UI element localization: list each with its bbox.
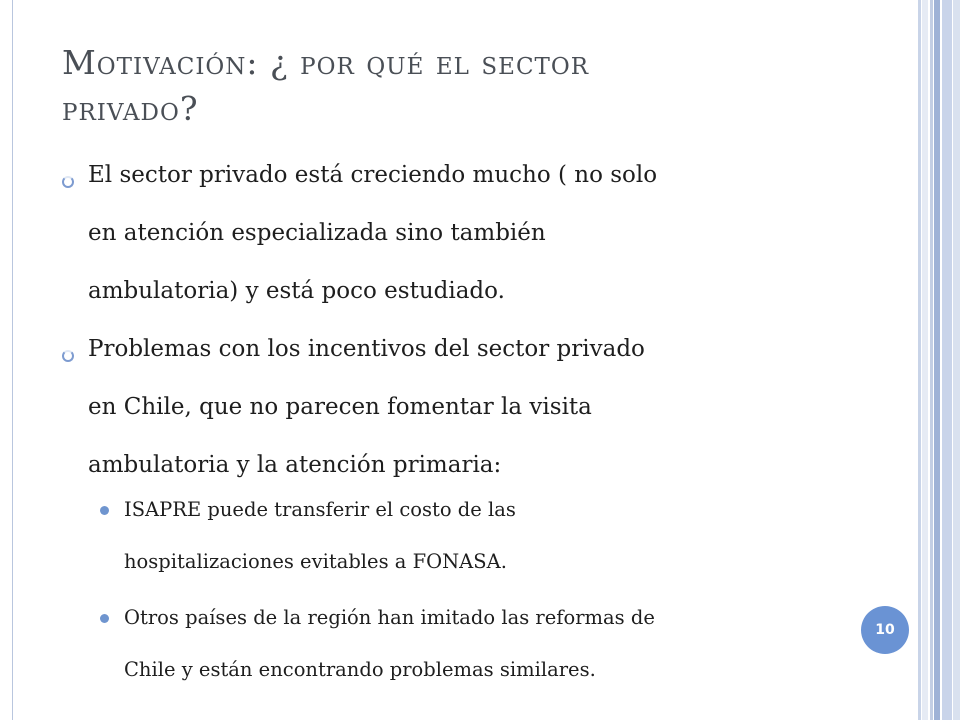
- bullet-line: ambulatoria y la atención primaria:: [88, 452, 502, 478]
- ring-bullet-icon: [62, 176, 74, 188]
- sub-bullet-line: Otros países de la región han imitado las reformas de: [124, 606, 655, 629]
- sub-bullet-text: [124, 496, 842, 576]
- decorative-stripe: [942, 0, 952, 720]
- dot-bullet-icon: [100, 506, 109, 515]
- bullet-line: en atención especializada sino también: [88, 220, 546, 246]
- decorative-stripe: [930, 0, 933, 720]
- sub-bullet-line: ISAPRE puede transferir el costo de las: [124, 498, 516, 521]
- page-number-badge: 10: [861, 606, 909, 654]
- bullet-line: El sector privado está creciendo mucho ( no solo: [88, 162, 658, 188]
- title-line-1: Motivación: ¿ por qué el sector: [62, 43, 590, 82]
- sub-bullet-line: hospitalizaciones evitables a FONASA.: [124, 550, 507, 573]
- bullet-item: [62, 334, 842, 480]
- decorative-stripe: [922, 0, 928, 720]
- bullet-line: ambulatoria) y está poco estudiado.: [88, 278, 505, 304]
- bullet-list: [62, 160, 842, 684]
- decorative-stripe: [953, 0, 960, 720]
- dot-bullet-icon: [100, 614, 109, 623]
- slide-title: [62, 40, 822, 132]
- bullet-item: [62, 160, 842, 306]
- sub-bullet-line: Chile y están encontrando problemas similares.: [124, 658, 596, 681]
- bullet-line: en Chile, que no parecen fomentar la visita: [88, 394, 592, 420]
- bullet-text: [88, 334, 842, 480]
- decorative-stripe: [934, 0, 940, 720]
- left-divider-line: [12, 0, 13, 720]
- title-line-2: privado?: [62, 89, 199, 128]
- sub-bullet-item: [62, 496, 842, 576]
- sub-bullet-item: [62, 604, 842, 684]
- decorative-stripe: [918, 0, 921, 720]
- sub-bullet-list: [62, 496, 842, 684]
- bullet-line: Problemas con los incentivos del sector privado: [88, 336, 645, 362]
- bullet-text: [88, 160, 842, 306]
- ring-bullet-icon: [62, 350, 74, 362]
- sub-bullet-text: [124, 604, 842, 684]
